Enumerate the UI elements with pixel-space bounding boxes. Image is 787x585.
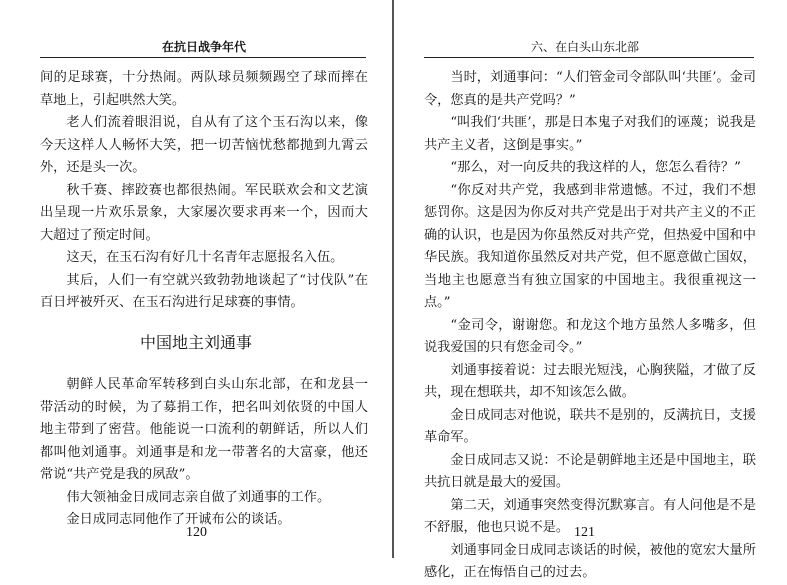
right-page-number: 121 <box>574 525 595 540</box>
right-running-header: 六、在白头山东北部 <box>531 40 640 54</box>
right-page <box>396 0 787 580</box>
paragraph: 第二天，刘通事突然变得沉默寡言。有人问他是不是不舒服，他也只说不是。 <box>424 497 756 535</box>
paragraph: 金日成同志同他作了开诚布公的谈话。 <box>66 512 291 527</box>
paragraph: 这天，在玉石沟有好几十名青年志愿报名入伍。 <box>66 250 344 265</box>
paragraph: 刘通事同金日成同志谈话的时候，被他的宽宏大量所感化，正在悔悟自己的过去。 <box>424 542 756 580</box>
left-page-number: 120 <box>186 525 207 540</box>
left-running-header: 在抗日战争年代 <box>162 40 247 54</box>
right-body <box>424 67 756 585</box>
paragraph: 当时，刘通事问：“人们管金司令部队叫‘共匪’。金司令，您真的是共产党吗？” <box>424 70 756 108</box>
left-header-rule <box>40 57 366 58</box>
chapter-title: 中国地主刘通事 <box>139 333 252 352</box>
paragraph: “那么，对一向反共的我这样的人，您怎么看待？” <box>450 160 741 175</box>
paragraph: “你反对共产党，我感到非常遗憾。不过，我们不想惩罚你。这是因为你反对共产党是出于对共产主义的不正确的认识，也是因为你虽然反对共产党，但热爱中国和中华民族。我知道你虽然反对共产党，但不愿意做亡国奴，当地主也愿意当有独立国家的中国地主。我很重视这一点。” <box>424 182 756 310</box>
page-gutter <box>392 0 394 558</box>
paragraph: 金日成同志又说：不论是朝鲜地主还是中国地主，联共抗日就是最大的爱国。 <box>424 452 756 490</box>
left-body-top <box>40 67 368 315</box>
paragraph: 伟大领袖金日成同志亲自做了刘通事的工作。 <box>66 489 331 505</box>
paragraph: 刘通事接着说：过去眼光短浅，心胸狭隘，才做了反共，现在想联共，却不知该怎么做。 <box>424 362 756 400</box>
paragraph: 其后，人们一有空就兴致勃勃地谈起了“讨伐队”在百日坪被歼灭、在玉石沟进行足球赛的事情。 <box>40 272 368 310</box>
paragraph: 秋千赛、摔跤赛也都很热闹。军民联欢会和文艺演出呈现一片欢乐景象，大家屡次要求再来一个，因而大大超过了预定时间。 <box>40 182 368 243</box>
paragraph: 金日成同志对他说，联共不是别的，反满抗日，支援革命军。 <box>424 407 756 445</box>
paragraph: 老人们流着眼泪说，自从有了这个玉石沟以来，像今天这样人人畅怀大笑，把一切苦恼忧愁都抛到九霄云外，还是头一次。 <box>40 115 368 175</box>
right-header-rule <box>424 57 754 58</box>
paragraph: “叫我们‘共匪’，那是日本鬼子对我们的诬蔑；说我是共产主义者，这倒是事实。” <box>424 115 756 153</box>
paragraph: “金司令，谢谢您。和龙这个地方虽然人多嘴多，但说我爱国的只有您金司令。” <box>424 317 756 355</box>
paragraph: 朝鲜人民革命军转移到白头山东北部，在和龙县一带活动的时候，为了募捐工作，把名叫刘依贤的中国人地主带到了密营。他能说一口流利的朝鲜话，所以人们都叫他刘通事。刘通事是和龙一带著名的大富豪，他还常说“共产党是我的夙敌”。 <box>40 377 368 482</box>
paragraph: 间的足球赛，十分热闹。两队球员频频踢空了球而摔在草地上，引起哄然大笑。 <box>40 70 368 108</box>
left-page <box>0 0 392 558</box>
left-body-bottom <box>40 374 368 532</box>
